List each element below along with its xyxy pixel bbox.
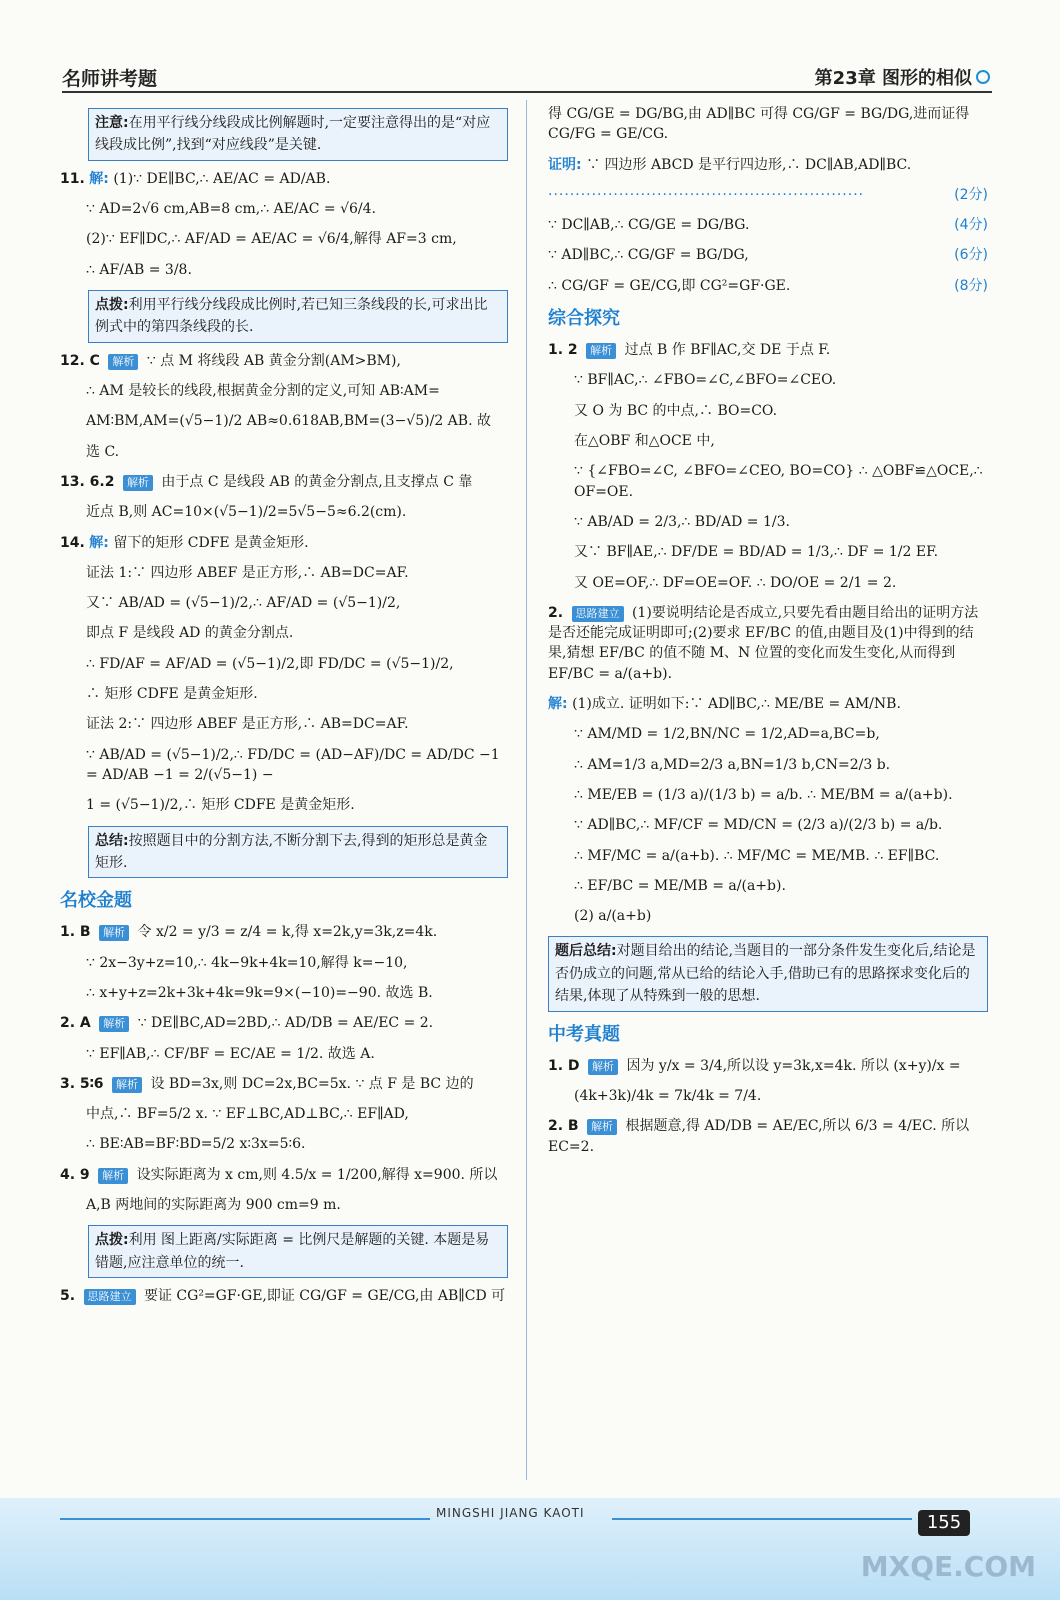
solution-line: 又∵ BF∥AE,∴ DF/DE = BD/AD = 1/3,∴ DF = 1/2 EF. (574, 544, 939, 561)
solution-line: ∴ FD/AF = AF/AD = (√5−1)/2,即 FD/DC = (√5−1)/2, (86, 655, 454, 672)
solution-line: ∵ BF∥AC,∴ ∠FBO=∠C,∠BFO=∠CEO. (574, 372, 837, 389)
exam-question-1 (548, 1056, 988, 1076)
solution-label: 解: (548, 696, 568, 713)
analysis-tag: 解析 (112, 1077, 142, 1093)
solution-line: ∴ BE∶AB=BF∶BD=5/2 x∶3x=5∶6. (86, 1136, 306, 1153)
solution-line: ∵ {∠FBO=∠C, ∠BFO=∠CEO, BO=CO} ∴ △OBF≌△OCE,∴ OF=OE. (574, 463, 983, 500)
gold-question-3 (60, 1074, 508, 1094)
solution-line: 证法 1:∵ 四边形 ABEF 是正方形,∴ AB=DC=AF. (86, 564, 409, 581)
solution-line: 因为 y/x = 3/4,所以设 y=3k,x=4k. 所以 (x+y)/x = (626, 1057, 961, 1074)
proof-line (548, 155, 988, 175)
solution-line: 又 OE=OF,∴ DF=OE=OF. ∴ DO/OE = 2/1 = 2. (574, 574, 897, 591)
solution-line: 1 = (√5−1)/2,∴ 矩形 CDFE 是黄金矩形. (86, 797, 355, 814)
solution-line: (2) a/(a+b) (574, 908, 652, 925)
question-12 (60, 351, 508, 371)
gold-question-1 (60, 922, 508, 942)
solution-line: ∵ AD∥BC,∴ CG/GF = BG/DG, (548, 247, 749, 264)
solution-line: 设实际距离为 x cm,则 4.5/x = 1/200,解得 x=900. 所以 (136, 1166, 498, 1183)
question-number: 1. B (60, 924, 91, 941)
analysis-tag: 解析 (586, 343, 616, 359)
solution-line: ∴ x+y+z=2k+3k+4k=9k=9×(−10)=−90. 故选 B. (86, 984, 433, 1001)
explore-question-2 (548, 603, 988, 684)
tip-label: 点拨: (95, 296, 129, 313)
right-column (548, 104, 988, 1167)
solution-line: ∴ 矩形 CDFE 是黄金矩形. (86, 686, 258, 703)
question-11 (60, 169, 508, 189)
analysis-tag: 解析 (108, 354, 138, 370)
solution-line: 中点,∴ BF=5/2 x. ∵ EF⊥BC,AD⊥BC,∴ EF∥AD, (86, 1106, 409, 1123)
question-number: 2. (548, 604, 564, 621)
solution-line: ∴ AF/AB = 3/8. (86, 261, 192, 278)
solution-line: 根据题意,得 AD/DB = AE/EC,所以 6/3 = 4/EC. 所以 EC=2. (548, 1118, 970, 1155)
question-number: 2. A (60, 1015, 91, 1032)
summary-label: 总结: (95, 832, 129, 849)
note-box (88, 108, 508, 161)
gold-question-2 (60, 1013, 508, 1033)
solution-line: 令 x/2 = y/3 = z/4 = k,得 x=2k,y=3k,z=4k. (137, 924, 438, 941)
tip-label: 点拨: (95, 1232, 129, 1249)
footer-rule (612, 1518, 912, 1520)
section-title: 综合探究 (548, 308, 620, 330)
section-title: 名校金题 (60, 890, 132, 912)
note-label: 注意: (95, 115, 129, 131)
solution-line: 留下的矩形 CDFE 是黄金矩形. (113, 534, 309, 551)
question-number: 13. 6.2 (60, 473, 115, 490)
exam-question-2 (548, 1116, 988, 1157)
analysis-tag: 解析 (98, 1168, 128, 1184)
note-text: 在用平行线分线段成比例解题时,一定要注意得出的是“对应线段成比例”,找到“对应线段”是关键. (95, 115, 491, 154)
solution-label: 解: (89, 170, 109, 187)
proof-label: 证明: (548, 156, 582, 173)
question-number: 5. (60, 1288, 76, 1305)
solution-line: ∵ DC∥AB,∴ CG/GE = DG/BG. (548, 217, 750, 234)
question-number: 2. B (548, 1118, 579, 1135)
summary-text: 对题目给出的结论,当题目的一部分条件发生变化后,结论是否仍成立的问题,常从已给的结论入手,借助已有的思路探求变化后的结果,体现了从特殊到一般的思想. (555, 943, 976, 1005)
solution-line: 证法 2:∵ 四边形 ABEF 是正方形,∴ AB=DC=AF. (86, 716, 409, 733)
summary-text: 按照题目中的分割方法,不断分割下去,得到的矩形总是黄金矩形. (95, 832, 488, 871)
solution-line: 由于点 C 是线段 AB 的黄金分割点,且支撑点 C 靠 (161, 473, 473, 490)
question-number: 14. (60, 534, 85, 551)
solution-line: A,B 两地间的实际距离为 900 cm=9 m. (86, 1197, 341, 1214)
page-header (0, 58, 1060, 98)
solution-line: ∵ AB/AD = 2/3,∴ BD/AD = 1/3. (574, 513, 790, 530)
gold-question-4 (60, 1165, 508, 1185)
score-label: (4分) (954, 217, 988, 234)
summary-box (88, 826, 508, 879)
solution-line: (1)∵ DE∥BC,∴ AE/AC = AD/AB. (113, 170, 331, 187)
question-number: 3. 5∶6 (60, 1075, 104, 1092)
solution-line: 选 C. (86, 443, 120, 460)
solution-line: ∵ AD∥BC,∴ MF/CF = MD/CN = (2/3 a)/(2/3 b) = a/b. (574, 817, 943, 834)
watermark: MXQE.COM (860, 1550, 1036, 1583)
solution-line: ∴ AM=1/3 a,MD=2/3 a,BN=1/3 b,CN=2/3 b. (574, 756, 891, 773)
analysis-tag: 解析 (99, 925, 129, 941)
solution-line: ∵ DE∥BC,AD=2BD,∴ AD/DB = AE/EC = 2. (137, 1015, 434, 1032)
solution-line: ∵ EF∥AB,∴ CF/BF = EC/AE = 1/2. 故选 A. (86, 1045, 375, 1062)
solution-line: 近点 B,则 AC=10×(√5−1)/2=5√5−5≈6.2(cm). (86, 504, 407, 521)
score-line (548, 185, 988, 205)
page-footer (0, 1498, 1060, 1600)
book-title: 名师讲考题 (62, 68, 158, 90)
analysis-tag: 解析 (99, 1016, 129, 1032)
solution-line: ∵ 点 M 将线段 AB 黄金分割(AM>BM), (146, 352, 401, 369)
score-line (548, 215, 988, 235)
solution-line: (4k+3k)/4k = 7k/4k = 7/4. (574, 1087, 762, 1104)
tip-box (88, 290, 508, 343)
solution-line: ∴ ME/EB = (1/3 a)/(1/3 b) = a/b. ∴ ME/BM = a/(a+b). (574, 786, 953, 803)
solution-line: ∵ AB/AD = (√5−1)/2,∴ FD/DC = (AD−AF)/DC = AD/DC −1 = AD/AB −1 = 2/(√5−1) − (86, 746, 500, 783)
solution-line: ∴ CG/GF = GE/CG,即 CG²=GF·GE. (548, 277, 791, 294)
solution-line: 设 BD=3x,则 DC=2x,BC=5x. ∵ 点 F 是 BC 边的 (150, 1075, 474, 1092)
solution-label: 解: (89, 534, 109, 551)
score-label: (8分) (954, 277, 988, 294)
solution-line: 即点 F 是线段 AD 的黄金分割点. (86, 625, 294, 642)
score-label: (6分) (954, 247, 988, 264)
tip-text: 利用平行线分线段成比例时,若已知三条线段的长,可求出比例式中的第四条线段的长. (95, 296, 488, 336)
solution-line: ∵ AD=2√6 cm,AB=8 cm,∴ AE/AC = √6/4. (86, 201, 376, 218)
footer-rule (60, 1518, 430, 1520)
question-number: 4. 9 (60, 1166, 90, 1183)
approach-tag: 思路建立 (84, 1289, 136, 1305)
question-13 (60, 472, 508, 492)
solution-line: 又 O 为 BC 的中点,∴ BO=CO. (574, 402, 778, 419)
score-line (548, 276, 988, 296)
tip-text: 利用 图上距离/实际距离 = 比例尺是解题的关键. 本题是易错题,应注意单位的统一. (95, 1232, 490, 1271)
solution-line: AM∶BM,AM=(√5−1)/2 AB≈0.618AB,BM=(3−√5)/2 AB. 故 (86, 413, 491, 430)
solution-line: 要证 CG²=GF·GE,即证 CG/GF = GE/CG,由 AB∥CD 可 (143, 1288, 506, 1305)
chapter-title: 第23章 图形的相似 (814, 68, 972, 89)
left-column (60, 104, 508, 1316)
solution-line: (1)要说明结论是否成立,只要先看由题目给出的证明方法是否还能完成证明即可;(2)要求 EF/BC 的值,由题目及(1)中得到的结果,猜想 EF/BC 的值不随 M、N 位置的变化而发生变化,从而得到 EF/BC = a/(a+b). (548, 604, 979, 682)
analysis-tag: 解析 (588, 1059, 618, 1075)
question-number: 1. 2 (548, 342, 578, 359)
dot-leader: ·························································· (548, 186, 865, 203)
solution-line: ∴ EF/BC = ME/MB = a/(a+b). (574, 877, 786, 894)
solution-line: ∵ AM/MD = 1/2,BN/NC = 1/2,AD=a,BC=b, (574, 726, 880, 743)
solution-line: 又∵ AB/AD = (√5−1)/2,∴ AF/AD = (√5−1)/2, (86, 595, 401, 612)
summary-label: 题后总结: (555, 943, 617, 960)
question-number: 12. C (60, 352, 100, 369)
solution-line: 得 CG/GE = DG/BG,由 AD∥BC 可得 CG/GF = BG/DG,进而证得 CG/FG = GE/CG. (548, 106, 970, 143)
solution-line: ∵ 2x−3y+z=10,∴ 4k−9k+4k=10,解得 k=−10, (86, 954, 408, 971)
approach-tag: 思路建立 (572, 606, 624, 622)
score-label: (2分) (954, 186, 988, 203)
question-number: 1. D (548, 1057, 580, 1074)
section-title: 中考真题 (548, 1023, 620, 1045)
explore-question-1 (548, 340, 988, 360)
solution-line: 在△OBF 和△OCE 中, (574, 433, 715, 450)
solution-line: (2)∵ EF∥DC,∴ AF/AD = AE/AC = √6/4,解得 AF=3 cm, (86, 231, 457, 248)
gold-question-5 (60, 1286, 508, 1306)
solution-line: ∴ MF/MC = a/(a+b). ∴ MF/MC = ME/MB. ∴ EF∥BC. (574, 847, 940, 864)
tip-box (88, 1225, 508, 1278)
column-divider (526, 100, 527, 1480)
score-line (548, 245, 988, 265)
analysis-tag: 解析 (123, 475, 153, 491)
circle-icon (976, 70, 990, 84)
analysis-tag: 解析 (587, 1119, 617, 1135)
solution-line: ∴ AM 是较长的线段,根据黄金分割的定义,可知 AB∶AM= (86, 383, 440, 400)
solution-line: 过点 B 作 BF∥AC,交 DE 于点 F. (624, 342, 831, 359)
footer-pinyin: MINGSHI JIANG KAOTI (436, 1506, 585, 1520)
solution-line: ∵ 四边形 ABCD 是平行四边形,∴ DC∥AB,AD∥BC. (586, 156, 912, 173)
question-number: 11. (60, 170, 85, 187)
question-14 (60, 533, 508, 553)
page-number: 155 (918, 1510, 970, 1536)
summary-box (548, 936, 988, 1011)
solution-line: (1)成立. 证明如下:∵ AD∥BC,∴ ME/BE = AM/NB. (572, 696, 901, 713)
header-rule (62, 91, 992, 93)
solution-block (548, 694, 988, 714)
